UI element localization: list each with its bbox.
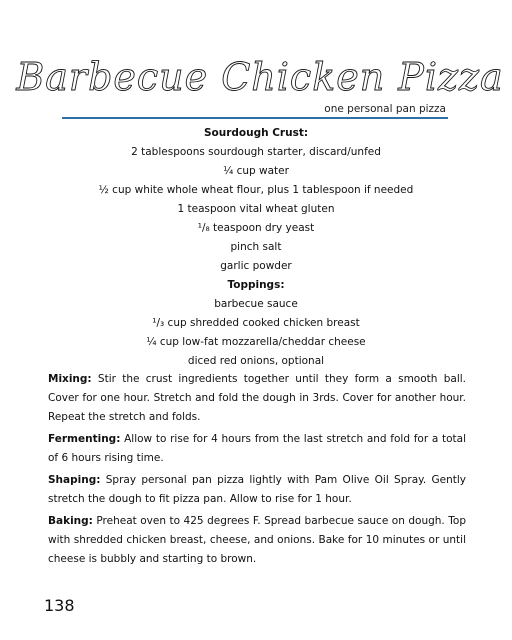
- step-label: Fermenting:: [48, 433, 121, 445]
- recipe-title-script: [16, 42, 504, 112]
- toppings-heading: Toppings:: [227, 279, 285, 291]
- instructions-section: [48, 370, 466, 572]
- step-shaping: [48, 471, 466, 509]
- ingredient-item: ½ cup white whole wheat flour, plus 1 tablespoon if needed: [98, 184, 414, 196]
- ingredient-item: ¼ cup water: [223, 165, 289, 177]
- step-text: Stir the crust ingredients together until they form a smooth ball. Cover for one hour. Stretch and fold the dough in 3rds. Cover for another hour. Repeat the stretch and folds.: [48, 373, 466, 423]
- step-text: Allow to rise for 4 hours from the last stretch and fold for a total of 6 hours rising time.: [48, 433, 466, 464]
- topping-item: barbecue sauce: [214, 298, 298, 310]
- step-label: Mixing:: [48, 373, 92, 385]
- recipe-yield: one personal pan pizza: [324, 103, 446, 115]
- page-number: 138: [44, 596, 75, 615]
- recipe-title-text: Barbecue Chicken Pizza: [16, 55, 504, 99]
- topping-item: ¹/₃ cup shredded cooked chicken breast: [152, 317, 360, 329]
- ingredient-item: garlic powder: [220, 260, 292, 272]
- ingredient-item: 2 tablespoons sourdough starter, discard/unfed: [131, 146, 381, 158]
- step-mixing: [48, 370, 466, 427]
- step-label: Shaping:: [48, 474, 101, 486]
- topping-item: ¼ cup low-fat mozzarella/cheddar cheese: [146, 336, 366, 348]
- step-text: Preheat oven to 425 degrees F. Spread barbecue sauce on dough. Top with shredded chicken breast, cheese, and onions. Bake for 10 minutes or until cheese is bubbly and starting to brown.: [48, 515, 466, 565]
- title-divider: [62, 117, 448, 119]
- ingredient-item: ¹/₈ teaspoon dry yeast: [197, 222, 315, 234]
- crust-heading: Sourdough Crust:: [203, 127, 309, 139]
- recipe-title: [16, 42, 504, 112]
- ingredients-section: [40, 124, 472, 371]
- step-text: Spray personal pan pizza lightly with Pam Olive Oil Spray. Gently stretch the dough to fit pizza pan. Allow to rise for 1 hour.: [48, 474, 466, 505]
- ingredient-item: pinch salt: [230, 241, 282, 253]
- topping-item: diced red onions, optional: [187, 355, 325, 367]
- ingredient-item: 1 teaspoon vital wheat gluten: [177, 203, 335, 215]
- step-baking: [48, 512, 466, 569]
- step-label: Baking:: [48, 515, 93, 527]
- step-fermenting: [48, 430, 466, 468]
